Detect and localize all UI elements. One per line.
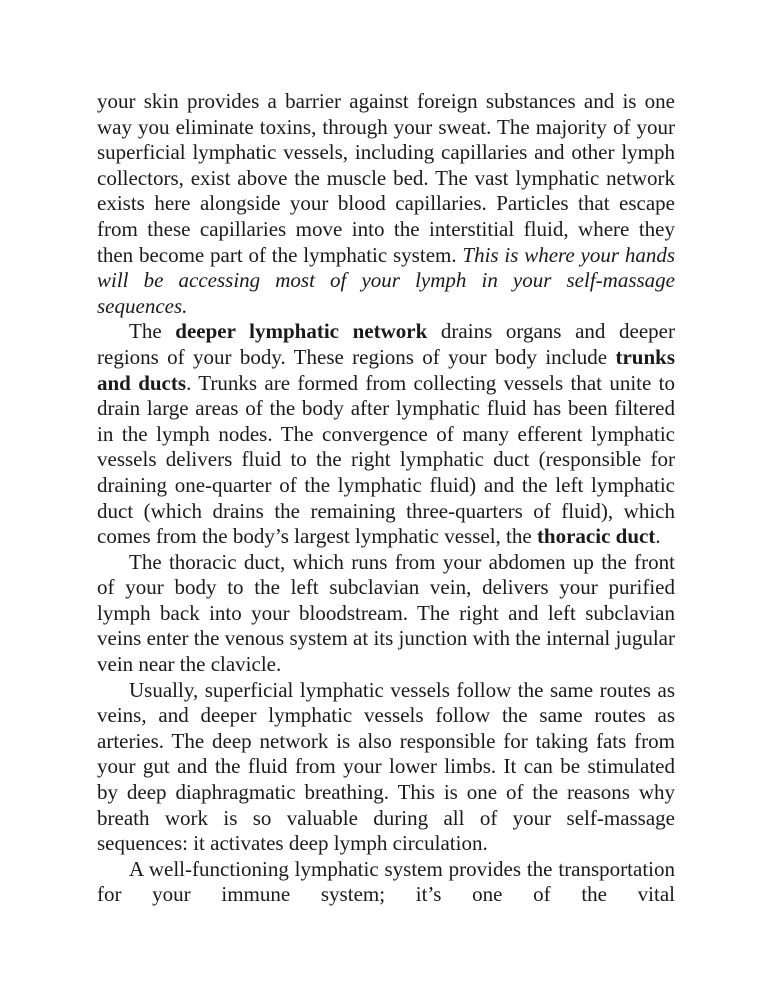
bold-term-thoracic-duct: thoracic duct <box>536 524 656 549</box>
text-run: Usually, superficial lymphatic vessels follow the same routes as veins, and deeper lymphatic vessels follow the same routes as arteries. The deep network is also responsible for taking fats from your gut and the fluid from your lower limbs. It can be stimulated by deep diaphragmatic breathing. This is one of the reasons why breath work is so valuable during all of your self-massage sequences: it activates deep lymph circulation. <box>97 677 675 856</box>
paragraph-deeper-network <box>97 319 675 549</box>
italic-text-run: This is where your hands will be accessing most of your lymph in your self-massage sequences. <box>97 242 675 318</box>
bold-term-trunks-and-ducts: trunks and ducts <box>97 344 675 395</box>
text-run: drains organs and deeper regions of your body. These regions of your body include <box>97 319 675 369</box>
document-page <box>97 89 675 908</box>
text-run: your skin provides a barrier against foreign substances and is one way you eliminate toxins, through your sweat. The majority of your superficial lymphatic vessels, including capillaries and other lymph collectors, exist above the muscle bed. The vast lymphatic network exists here alongside your blood capillaries. Particles that escape from these capillaries move into the interstitial fluid, where they then become part of the lymphatic system. <box>97 89 675 267</box>
paragraph-thoracic-duct <box>97 550 675 678</box>
text-run: The thoracic duct, which runs from your abdomen up the front of your body to the left subclavian vein, delivers your purified lymph back into your bloodstream. The right and left subclavian veins enter the venous system at its junction with the internal jugular vein near the clavicle. <box>97 549 675 677</box>
paragraph-immune-transport <box>97 857 675 908</box>
paragraph-skin-barrier <box>97 89 675 319</box>
text-run: . Trunks are formed from collecting vessels that unite to drain large areas of the body after lymphatic fluid has been filtered in the lymph nodes. The convergence of many efferent lymphatic vessels delivers fluid to the right lymphatic duct (responsible for draining one-quarter of the lymphatic fluid) and the left lymphatic duct (which drains the remaining three-quarters of fluid), which comes from the body’s largest lymphatic vessel, the <box>97 370 676 549</box>
text-run: . <box>655 524 661 549</box>
bold-term-deeper-lymphatic-network: deeper lymphatic network <box>175 319 428 344</box>
paragraph-superficial-vessels <box>97 678 675 857</box>
text-run: The <box>129 319 176 344</box>
text-run: A well-functioning lymphatic system provides the transportation for your immune system; it’s one of the vital <box>97 856 675 907</box>
